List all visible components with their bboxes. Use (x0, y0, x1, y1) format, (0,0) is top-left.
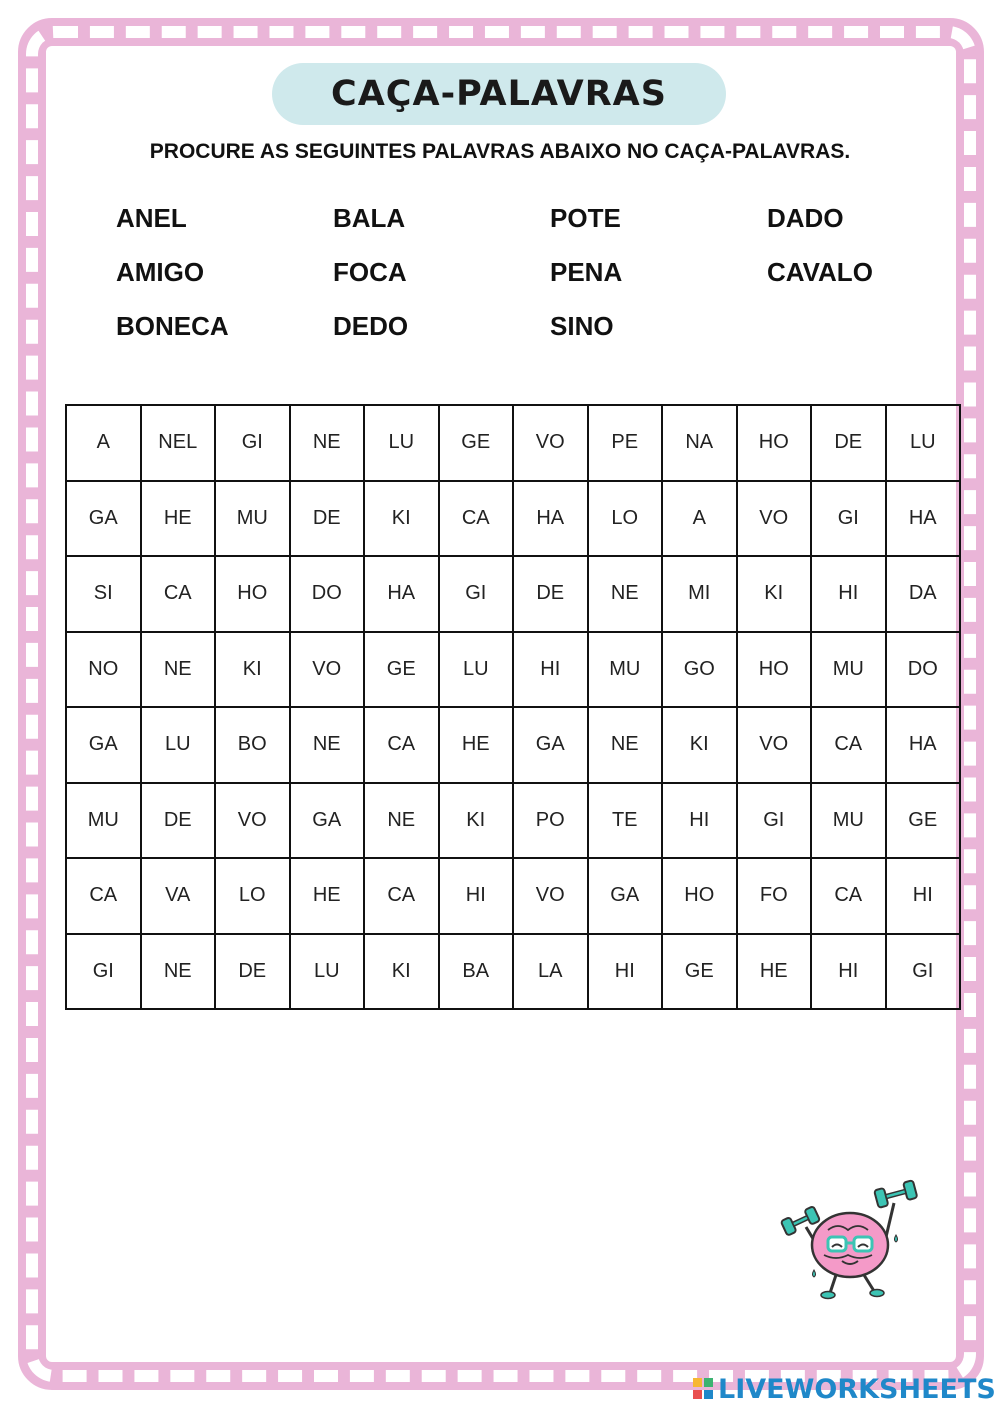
grid-cell[interactable]: GE (439, 405, 514, 481)
grid-cell[interactable]: HE (290, 858, 365, 934)
grid-cell[interactable]: HA (513, 481, 588, 557)
grid-cell[interactable]: HI (811, 556, 886, 632)
grid-cell[interactable]: HE (737, 934, 812, 1010)
word-list-item: FOCA (333, 257, 407, 287)
grid-cell[interactable]: FO (737, 858, 812, 934)
word-list-item: SINO (550, 311, 614, 341)
grid-row (66, 934, 960, 1010)
grid-cell[interactable]: MU (811, 783, 886, 859)
grid-cell[interactable]: GO (662, 632, 737, 708)
grid-cell[interactable]: HO (662, 858, 737, 934)
grid-cell[interactable]: HE (141, 481, 216, 557)
grid-cell[interactable]: VO (290, 632, 365, 708)
word-list-item: CAVALO (767, 257, 873, 287)
grid-cell[interactable]: HA (364, 556, 439, 632)
grid-cell[interactable]: KI (215, 632, 290, 708)
grid-cell[interactable]: MU (215, 481, 290, 557)
grid-cell[interactable]: HI (588, 934, 663, 1010)
grid-cell[interactable]: DO (886, 632, 961, 708)
grid-cell[interactable]: MU (588, 632, 663, 708)
grid-cell[interactable]: GA (588, 858, 663, 934)
grid-cell[interactable]: GE (364, 632, 439, 708)
word-list-item: ANEL (116, 203, 187, 233)
grid-cell[interactable]: LA (513, 934, 588, 1010)
grid-cell[interactable]: LO (588, 481, 663, 557)
grid-cell[interactable]: GA (66, 481, 141, 557)
grid-cell[interactable]: GA (66, 707, 141, 783)
grid-cell[interactable]: MU (66, 783, 141, 859)
watermark-text: LIVEWORKSHEETS (718, 1373, 996, 1405)
grid-cell[interactable]: KI (439, 783, 514, 859)
watermark (692, 1374, 996, 1404)
grid-cell[interactable]: LU (439, 632, 514, 708)
grid-cell[interactable]: NE (290, 707, 365, 783)
grid-cell[interactable]: VO (513, 858, 588, 934)
grid-cell[interactable]: NO (66, 632, 141, 708)
grid-cell[interactable]: LU (141, 707, 216, 783)
grid-cell[interactable]: GI (811, 481, 886, 557)
grid-cell[interactable]: KI (737, 556, 812, 632)
grid-cell[interactable]: HI (439, 858, 514, 934)
grid-cell[interactable]: NE (141, 934, 216, 1010)
grid-cell[interactable]: KI (662, 707, 737, 783)
word-search-grid (65, 404, 961, 1010)
grid-cell[interactable]: GA (290, 783, 365, 859)
grid-cell[interactable]: DE (290, 481, 365, 557)
grid-cell[interactable]: LU (886, 405, 961, 481)
grid-cell[interactable]: GI (66, 934, 141, 1010)
word-list-item: AMIGO (116, 257, 205, 287)
page-title: CAÇA-PALAVRAS (272, 63, 726, 125)
grid-row (66, 707, 960, 783)
grid-cell[interactable]: NE (588, 556, 663, 632)
grid-cell[interactable]: DA (886, 556, 961, 632)
grid-cell[interactable]: A (662, 481, 737, 557)
grid-cell[interactable]: DE (811, 405, 886, 481)
grid-cell[interactable]: BO (215, 707, 290, 783)
word-list-item: POTE (550, 203, 621, 233)
grid-cell[interactable]: HI (811, 934, 886, 1010)
grid-cell[interactable]: LO (215, 858, 290, 934)
grid-cell[interactable]: LU (364, 405, 439, 481)
grid-cell[interactable]: NE (141, 632, 216, 708)
grid-cell[interactable]: A (66, 405, 141, 481)
grid-cell[interactable]: HI (662, 783, 737, 859)
instruction-text: PROCURE AS SEGUINTES PALAVRAS ABAIXO NO CAÇA-PALAVRAS. (149, 140, 851, 163)
grid-cell[interactable]: NE (588, 707, 663, 783)
grid-cell[interactable]: GI (439, 556, 514, 632)
grid-cell[interactable]: GI (886, 934, 961, 1010)
grid-cell[interactable]: GA (513, 707, 588, 783)
grid-cell[interactable]: KI (364, 934, 439, 1010)
grid-cell[interactable]: HO (737, 405, 812, 481)
grid-cell[interactable]: VO (215, 783, 290, 859)
grid-row (66, 858, 960, 934)
grid-cell[interactable]: CA (364, 707, 439, 783)
grid-cell[interactable]: VO (737, 707, 812, 783)
grid-cell[interactable]: BA (439, 934, 514, 1010)
grid-cell[interactable]: KI (364, 481, 439, 557)
grid-row (66, 481, 960, 557)
word-list-item: PENA (550, 257, 623, 287)
grid-cell[interactable]: HO (737, 632, 812, 708)
grid-cell[interactable]: DE (215, 934, 290, 1010)
grid-cell[interactable]: DE (141, 783, 216, 859)
grid-cell[interactable]: HI (886, 858, 961, 934)
grid-cell[interactable]: TE (588, 783, 663, 859)
grid-cell[interactable]: NA (662, 405, 737, 481)
grid-cell[interactable]: SI (66, 556, 141, 632)
grid-cell[interactable]: DO (290, 556, 365, 632)
grid-cell[interactable]: GI (215, 405, 290, 481)
grid-row (66, 405, 960, 481)
grid-cell[interactable]: CA (364, 858, 439, 934)
grid-cell[interactable]: HE (439, 707, 514, 783)
grid-cell[interactable]: GI (737, 783, 812, 859)
grid-cell[interactable]: MU (811, 632, 886, 708)
grid-cell[interactable]: LU (290, 934, 365, 1010)
word-list-item: DADO (767, 203, 844, 233)
grid-cell[interactable]: HI (513, 632, 588, 708)
word-list (116, 198, 986, 360)
grid-cell[interactable]: MI (662, 556, 737, 632)
grid-cell[interactable]: CA (66, 858, 141, 934)
grid-row (66, 556, 960, 632)
grid-cell[interactable]: HO (215, 556, 290, 632)
word-list-item: BONECA (116, 311, 229, 341)
grid-cell[interactable]: HA (886, 481, 961, 557)
grid-cell[interactable]: CA (439, 481, 514, 557)
grid-cell[interactable]: VA (141, 858, 216, 934)
grid-cell[interactable]: GE (662, 934, 737, 1010)
grid-cell[interactable]: DE (513, 556, 588, 632)
grid-row (66, 632, 960, 708)
grid-cell[interactable]: NEL (141, 405, 216, 481)
grid-cell[interactable]: GE (886, 783, 961, 859)
grid-cell[interactable]: CA (141, 556, 216, 632)
grid-cell[interactable]: CA (811, 858, 886, 934)
grid-cell[interactable]: VO (737, 481, 812, 557)
grid-cell[interactable]: CA (811, 707, 886, 783)
grid-cell[interactable]: HA (886, 707, 961, 783)
grid-cell[interactable]: PE (588, 405, 663, 481)
grid-cell[interactable]: NE (364, 783, 439, 859)
liveworksheets-logo-icon (692, 1376, 714, 1402)
grid-cell[interactable]: VO (513, 405, 588, 481)
word-list-item: DEDO (333, 311, 409, 341)
grid-cell[interactable]: PO (513, 783, 588, 859)
grid-cell[interactable]: NE (290, 405, 365, 481)
word-list-item: BALA (333, 203, 406, 233)
grid-row (66, 783, 960, 859)
brain-mascot-icon (778, 1175, 928, 1300)
